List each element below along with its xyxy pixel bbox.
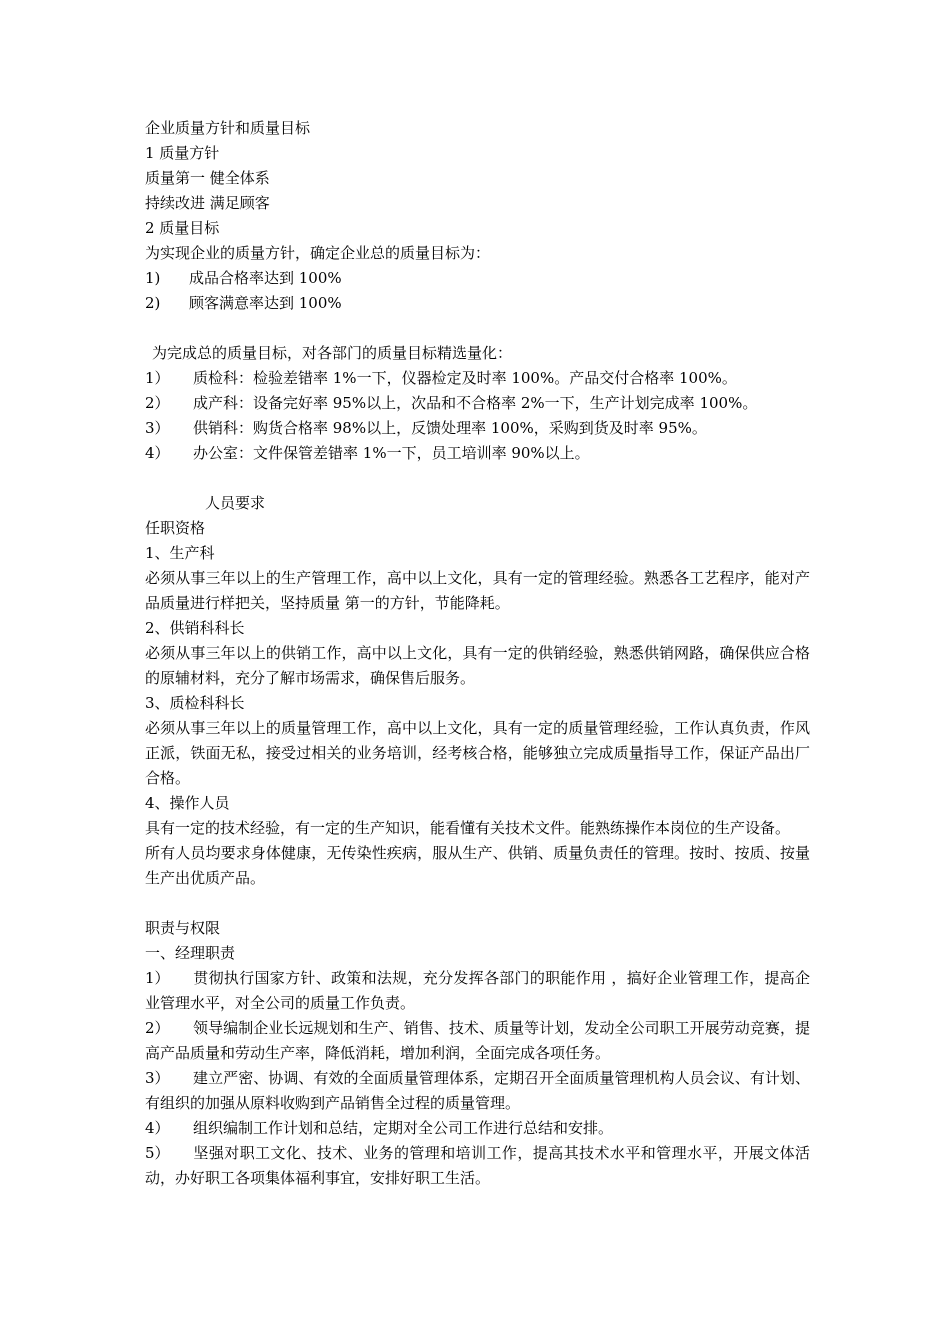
objective-item — [145, 266, 810, 291]
department-item-number: 1） — [145, 369, 170, 387]
role-description: 必须从事三年以上的质量管理工作，高中以上文化，具有一定的质量管理经验，工作认真负责，作风正派，铁面无私，接受过相关的业务培训，经考核合格，能够独立完成质量指导工作，保证产品出厂合格。 — [145, 719, 810, 787]
document-title: 企业质量方针和质量目标 — [145, 119, 311, 137]
duty-item — [145, 1016, 810, 1066]
department-item — [145, 441, 810, 466]
duty-item-number: 5） — [145, 1144, 170, 1162]
role-description: 必须从事三年以上的供销工作，高中以上文化，具有一定的供销经验，熟悉供销网路，确保供应合格的原辅材料，充分了解市场需求，确保售后服务。 — [145, 644, 810, 687]
blank-line — [145, 466, 810, 491]
duty-item-number: 1） — [145, 969, 170, 987]
objectives-heading: 2 质量目标 — [145, 219, 220, 237]
duty-item-text: 贯彻执行国家方针、政策和法规，充分发挥各部门的职能作用 ，搞好企业管理工作，提高企业管理水平，对全公司的质量工作负责。 — [145, 969, 810, 1012]
objective-item-number: 2) — [145, 294, 161, 312]
duty-item — [145, 1116, 810, 1141]
departments-intro: 为完成总的质量目标，对各部门的质量目标精选量化： — [152, 344, 513, 362]
blank-line — [145, 891, 810, 916]
department-item-number: 3） — [145, 419, 170, 437]
duty-item-text: 建立严密、协调、有效的全面质量管理体系，定期召开全面质量管理机构人员会议、有计划、有组织的加强从原料收购到产品销售全过程的质量管理。 — [145, 1069, 810, 1112]
department-item — [145, 366, 810, 391]
role-description: 具有一定的技术经验，有一定的生产知识，能看懂有关技术文件。能熟练操作本岗位的生产设备。 — [145, 819, 791, 837]
duties-subheading: 一、经理职责 — [145, 944, 236, 962]
policy-line-1: 质量第一 健全体系 — [145, 169, 270, 187]
department-item-text: 办公室：文件保管差错率 1%一下，员工培训率 90%以上。 — [193, 444, 590, 462]
role-title: 4、操作人员 — [145, 794, 230, 812]
objective-item-number: 1) — [145, 269, 161, 287]
duty-item — [145, 966, 810, 1016]
duty-item — [145, 1066, 810, 1116]
objective-item — [145, 291, 810, 316]
department-item — [145, 391, 810, 416]
department-item-text: 供销科：购货合格率 98%以上，反馈处理率 100%，采购到货及时率 95%。 — [193, 419, 707, 437]
duty-item-text: 领导编制企业长远规划和生产、销售、技术、质量等计划，发动全公司职工开展劳动竞赛，提高产品质量和劳动生产率，降低消耗，增加利润，全面完成各项任务。 — [145, 1019, 810, 1062]
department-item-number: 2） — [145, 394, 170, 412]
policy-line-2: 持续改进 满足顾客 — [145, 194, 270, 212]
personnel-closing: 所有人员均要求身体健康，无传染性疾病，服从生产、供销、质量负责任的管理。按时、按质、按量生产出优质产品。 — [145, 844, 810, 887]
personnel-subheading: 任职资格 — [145, 519, 206, 537]
duty-item-text: 组织编制工作计划和总结，定期对全公司工作进行总结和安排。 — [193, 1119, 614, 1137]
duty-item-text: 坚强对职工文化、技术、业务的管理和培训工作，提高其技术水平和管理水平，开展文体活动，办好职工各项集体福利事宜，安排好职工生活。 — [145, 1144, 810, 1187]
duties-heading: 职责与权限 — [145, 919, 221, 937]
role-title: 3、质检科科长 — [145, 694, 245, 712]
blank-line — [145, 316, 810, 341]
department-item-text: 质检科：检验差错率 1%一下，仪器检定及时率 100%。产品交付合格率 100%。 — [193, 369, 737, 387]
duty-item-number: 2） — [145, 1019, 170, 1037]
objective-item-text: 成品合格率达到 100% — [189, 269, 342, 287]
objective-item-text: 顾客满意率达到 100% — [189, 294, 342, 312]
duty-item-number: 4） — [145, 1119, 170, 1137]
personnel-heading: 人员要求 — [205, 494, 266, 512]
department-item — [145, 416, 810, 441]
role-title: 1、生产科 — [145, 544, 215, 562]
department-item-number: 4） — [145, 444, 170, 462]
duty-item-number: 3） — [145, 1069, 170, 1087]
policy-heading: 1 质量方针 — [145, 144, 220, 162]
duty-item — [145, 1141, 810, 1191]
role-title: 2、供销科科长 — [145, 619, 245, 637]
department-item-text: 成产科：设备完好率 95%以上，次品和不合格率 2%一下，生产计划完成率 100%。 — [193, 394, 758, 412]
objectives-intro: 为实现企业的质量方针，确定企业总的质量目标为： — [145, 244, 491, 262]
document-page — [145, 116, 810, 1191]
role-description: 必须从事三年以上的生产管理工作，高中以上文化，具有一定的管理经验。熟悉各工艺程序，能对产品质量进行样把关，坚持质量 第一的方针，节能降耗。 — [145, 569, 810, 612]
